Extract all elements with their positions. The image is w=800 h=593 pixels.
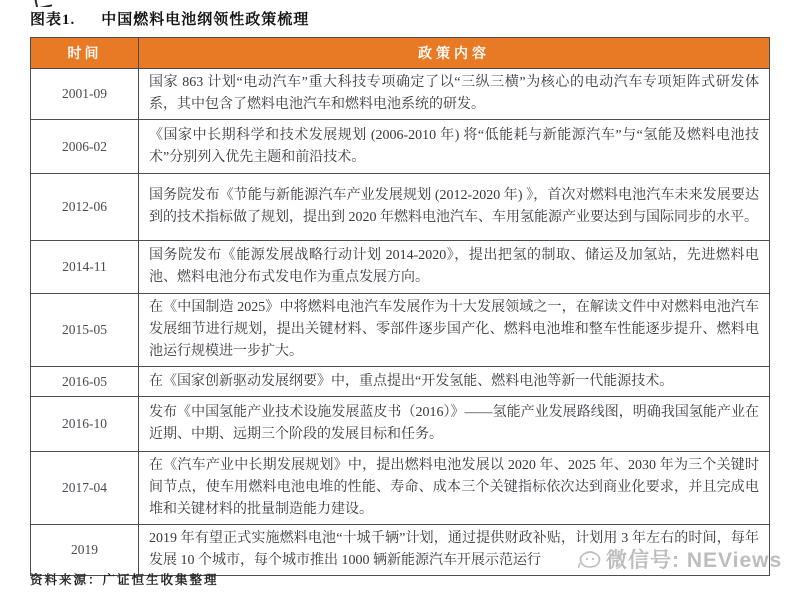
figure-title: [30, 8, 770, 29]
cell-time: 2015-05: [31, 294, 139, 367]
figure-title-text: 中国燃料电池纲领性政策梳理: [101, 12, 310, 28]
table-row: [31, 120, 770, 174]
cell-time: 2017-04: [31, 452, 139, 525]
table-row: [31, 525, 770, 576]
cell-time: 2016-05: [31, 367, 139, 397]
table-row: [31, 241, 770, 294]
cell-time: 2014-11: [31, 241, 139, 294]
table-row: [31, 367, 770, 397]
watermark-text: 微信号: NEViews: [606, 549, 783, 572]
table-row: [31, 397, 770, 452]
policy-table: [30, 37, 770, 576]
table-row: [31, 294, 770, 367]
cell-content: 国家 863 计划“电动汽车”重大科技专项确定了以“三纵三横”为核心的电动汽车专项矩阵式研发体系，其中包含了燃料电池汽车和燃料电池系统的研发。: [139, 69, 770, 120]
figure-label: 图表1.: [30, 12, 76, 28]
cell-content: 发布《中国氢能产业技术设施发展蓝皮书（2016）》——氢能产业发展路线图，明确我国氢能产业在近期、中期、远期三个阶段的发展目标和任务。: [139, 397, 770, 452]
page-edge-ink-fragment: [33, 0, 55, 7]
cell-time: 2001-09: [31, 69, 139, 120]
cell-content: 2019 年有望正式实施燃料电池“十城千辆”计划，通过提供财政补贴，计划用 3 年左右的时间，每年发展 10 个城市，每个城市推出 1000 辆新能源汽车开展示范运行: [139, 525, 770, 576]
column-header-content: 政策内容: [139, 38, 770, 69]
column-header-time: 时间: [31, 38, 139, 69]
table-row: [31, 174, 770, 241]
cell-content: 在《汽车产业中长期发展规划》中，提出燃料电池发展以 2020 年、2025 年、2030 年为三个关键时间节点，使车用燃料电池电堆的性能、寿命、成本三个关键指标依次达到商业化要求，并且完成电堆和关键材料的批量制造能力建设。: [139, 452, 770, 525]
cell-content: 在《国家创新驱动发展纲要》中，重点提出“开发氢能、燃料电池等新一代能源技术。: [139, 367, 770, 397]
cell-content: 国务院发布《能源发展战略行动计划 2014-2020》，提出把氢的制取、储运及加氢站，先进燃料电池、燃料电池分布式发电作为重点发展方向。: [139, 241, 770, 294]
table-row: [31, 69, 770, 120]
cell-content: 在《中国制造 2025》中将燃料电池汽车发展作为十大发展领域之一，在解读文件中对燃料电池汽车发展细节进行规划，提出关键材料、零部件逐步国产化、燃料电池堆和整车性能逐步提升、燃料电池运行规模进一步扩大。: [139, 294, 770, 367]
cell-time: 2006-02: [31, 120, 139, 174]
cell-time: 2012-06: [31, 174, 139, 241]
source-note: 资料来源：广证恒生收集整理: [30, 573, 219, 587]
table-row: [31, 452, 770, 525]
cell-time: 2016-10: [31, 397, 139, 452]
cell-content: 国务院发布《节能与新能源汽车产业发展规划 (2012-2020 年) 》，首次对燃料电池汽车未来发展要达到的技术指标做了规划，提出到 2020 年燃料电池汽车、车用氢能源产业要达到与国际同步的水平。: [139, 174, 770, 241]
cell-content: 《国家中长期科学和技术发展规划 (2006-2010 年) 将“低能耗与新能源汽车”与“氢能及燃料电池技术”分别列入优先主题和前沿技术。: [139, 120, 770, 174]
table-header-row: [31, 38, 770, 69]
cell-time: 2019: [31, 525, 139, 576]
